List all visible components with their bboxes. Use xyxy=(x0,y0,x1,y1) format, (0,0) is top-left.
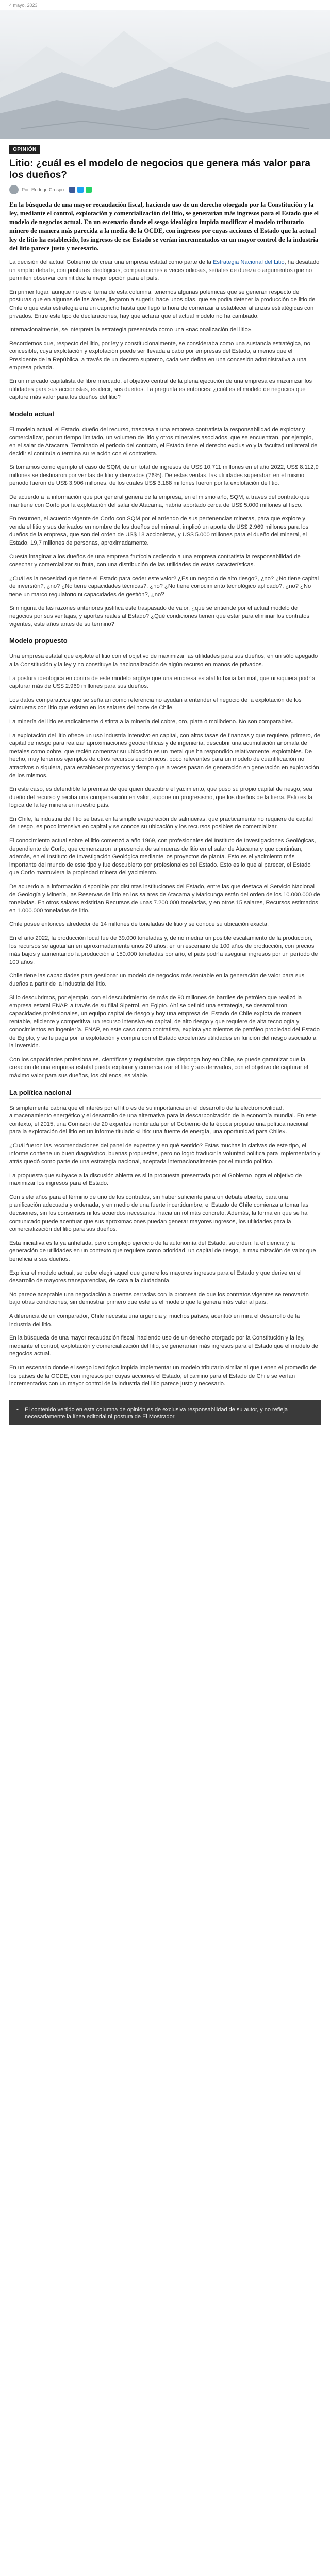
paragraph: La postura ideológica en contra de este modelo argüye que una empresa estatal lo haría tan mal, que ni siquiera podría capturar más de US$ 2.969 millones para sus dueños. xyxy=(9,675,316,690)
paragraph: De acuerdo a la información que por general genera de la empresa, en el mismo año, SQM, a través del contrato que mantiene con Corfo por la explotación del salar de Atacama, habría aportado cerca de US$ 5.000 millones al fisco. xyxy=(9,494,310,509)
article-date: 4 mayo, 2023 xyxy=(9,3,38,8)
paragraph: A diferencia de un comparador, Chile necesita una urgencia y, muchos países, acentuó en mira el desarrollo de la industria del litio. xyxy=(9,1313,300,1328)
article-closing xyxy=(9,1269,321,1388)
paragraph: No parece aceptable una negociación a puertas cerradas con la promesa de que los contratos vigentes se renovarán bajo otras condiciones, sin demostrar primero que este es el modelo que le genera más valor al país. xyxy=(9,1291,309,1306)
bullet-icon: • xyxy=(16,1406,19,1413)
author-name[interactable]: Por: Rodrigo Crespo xyxy=(22,187,64,192)
whatsapp-icon[interactable] xyxy=(86,187,92,193)
paragraph: La propuesta que subyace a la discusión abierta es si la propuesta presentada por el Gobierno logra el objetivo de maximizar los ingresos para el Estado. xyxy=(9,1172,302,1187)
article-title: Litio: ¿cuál es el modelo de negocios que genera más valor para los dueños? xyxy=(9,158,310,180)
estrategia-link[interactable]: Estrategia Nacional del Litio xyxy=(212,259,285,265)
twitter-icon[interactable] xyxy=(77,187,84,193)
author-avatar xyxy=(9,185,19,194)
paragraph: Explicar el modelo actual, se debe elegir aquel que genere los mayores ingresos para el Estado y que derive en el desarrollo de mayores transparencias, de cara a la ciudadanía. xyxy=(9,1269,302,1284)
section-heading-modelo-propuesto: Modelo propuesto xyxy=(9,637,321,647)
disclaimer-box xyxy=(9,1400,321,1425)
hero-image xyxy=(0,10,330,139)
paragraph: Chile posee entonces alrededor de 14 millones de toneladas de litio y se conoce su ubicación exacta. xyxy=(9,921,269,928)
paragraph: En la búsqueda de una mayor recaudación fiscal, haciendo uso de un derecho otorgado por la Constitución y la ley, mediante el control, explotación y comercialización del litio, se generarían más ingresos para el Estado que el modelo de negocios actual. xyxy=(9,1335,318,1358)
paragraph: ¿Cuál es la necesidad que tiene el Estado para ceder este valor? ¿Es un negocio de alto riesgo?, ¿no? ¿No tiene capital de inversión?, ¿no? ¿No tiene capacidades técnicas?, ¿no? ¿No tiene conocimiento tecnológico aplicado?, ¿no? ¿No tiene un marco regulatorio ni capacidades de gestión?, ¿no? xyxy=(9,575,319,598)
paragraph: Esta iniciativa es la ya anhelada, pero complejo ejercicio de la autonomía del Estado, su orden, la eficiencia y la generación de utilidades en un contexto que requiere como prioridad, un capital de riesgo, la maximización de valor que beneficia a sus dueños. xyxy=(9,1240,316,1262)
paragraph: En primer lugar, aunque no es el tema de esta columna, tenemos algunas polémicas que se generan respecto de posturas que en algunas de las áreas, llegaron a sugerir, hace unos días, que se podía detener la producción de litio de Chile o que esta estrategia era un capricho hasta que llegó la hora de comenzar a establecer alianzas estratégicas con privados. Entre este tipo de declaraciones, hay que aclarar que el actual modelo no ha cambiado. xyxy=(9,289,316,319)
section-heading-modelo-actual: Modelo actual xyxy=(9,410,321,420)
byline xyxy=(9,185,321,194)
section-modelo-actual xyxy=(9,426,321,629)
paragraph: En un mercado capitalista de libre mercado, el objetivo central de la plena ejecución de una empresa es maximizar los utilidades para sus accionistas, es decir, sus dueños. La pregunta es entonces: ¿cuál es el modelo de negocios que capture más valor para los dueños del litio? xyxy=(9,378,312,401)
section-heading-politica-nacional: La política nacional xyxy=(9,1089,321,1099)
section-politica-nacional xyxy=(9,1105,321,1264)
article-lead: En la búsqueda de una mayor recaudación fiscal, haciendo uso de un derecho otorgado por la Constitución y la ley, mediante el control, explotación y comercialización del litio, se generarían más ingresos para el Estado que el modelo de negocios actual. En un escenario donde el sesgo ideológico impida modificar el modelo tributario minero de manera más parecida a la media de la OCDE, con ingresos por cuyas acciones el Estado que la actual ley de litio ha establecido, los ingresos de ese Estado se verían incrementados en un mayor control de la industria del litio parece justo y necesario. xyxy=(9,201,319,252)
article-intro xyxy=(9,259,321,402)
paragraph: En este caso, es defendible la premisa de que quien descubre el yacimiento, que puso su propio capital de riesgo, sea dueño del recurso y reciba una compensación en valor, supone un progresismo, que los dueños de la tierra. Esto es la lógica de la ley minera en nuestro país. xyxy=(9,786,312,809)
section-modelo-propuesto xyxy=(9,653,321,1080)
paragraph: Internacionalmente, se interpreta la estrategia presentada como una «nacionalización del litio». xyxy=(9,327,253,333)
paragraph: ¿Cuál fueron las recomendaciones del panel de expertos y en qué sentido? Estas muchas iniciativas de este tipo, el informe contiene un buen diagnóstico, buenas propuestas, pero no logró traducir la voluntad política para implementarlo y atrás quedó como parte de una estrategia nacional, aceptada internacionalmente por el mundo político. xyxy=(9,1142,321,1165)
paragraph: En Chile, la industria del litio se basa en la simple evaporación de salmueras, que prácticamente no requiere de capital de riesgo, es poco intensiva en capital y se conoce su ubicación y los recursos posibles de comercializar. xyxy=(9,816,313,831)
paragraph: Con siete años para el término de uno de los contratos, sin haber suficiente para un debate abierto, para una planificación adecuada y ordenada, y en medio de una fuerte incertidumbre, el Estado de Chile comienza a tomar las decisiones, sin los consensos ni los acuerdos necesarios, hacia un rol más concreto. Además, la forma en que se ha comunicado puede acentuar que sus aproximaciones puedan generar mayores ingresos, los utilidades para la comercialización del litio para sus dueños. xyxy=(9,1194,309,1233)
paragraph: En el año 2022, la producción local fue de 39.000 toneladas y, de no mediar un posible escalamiento de la producción, los recursos se agotarían en aproximadamente unos 20 años; en un escenario de 100 años de producción, con precios más bajos y aumentando la producción a 150.000 toneladas por año, el país podría asegurar ingresos por un período de 100 años. xyxy=(9,935,318,965)
paragraph: Chile tiene las capacidades para gestionar un modelo de negocios más rentable en la generación de valor para sus dueños a partir de la industria del litio. xyxy=(9,973,305,987)
paragraph: En un escenario donde el sesgo ideológico impida implementar un modelo tributario similar al que tienen el promedio de los países de la OCDE, con ingresos por cuyas acciones el Estado, el camino para el Estado de Chile se verían incrementados con un mayor control de la industria del litio parece justo y necesario. xyxy=(9,1364,317,1387)
paragraph: Con los capacidades profesionales, científicas y regulatorias que disponga hoy en Chile, se puede garantizar que la creación de una empresa estatal pueda explorar y comercializar el litio y sus derivados, con el objetivo de capturar el máximo valor para sus dueños, los chilenos, es viable. xyxy=(9,1056,308,1079)
paragraph: Una empresa estatal que explote el litio con el objetivo de maximizar las utilidades para sus dueños, en un sólo apegado a la Constitución y la ley y no constituye la nacionalización de algún recurso en manos de privados. xyxy=(9,653,318,668)
facebook-icon[interactable] xyxy=(69,187,75,193)
disclaimer-text: El contenido vertido en esta columna de opinión es de exclusiva responsabilidad de su autor, y no refleja necesariamente la línea editorial ni postura de El Mostrador. xyxy=(25,1406,288,1420)
paragraph: Si simplemente cabría que el interés por el litio es de su importancia en el desarrollo de la electromovilidad, almacenamiento energético y el desarrollo de una alternativa para la descarbonización de la economía mundial. En este contexto, el 2015, una Comisión de 20 expertos nombrada por el Gobierno de la época propuso una política nacional para la explotación del litio en un informe titulado «Litio: una fuente de energía, una oportunidad para Chile». xyxy=(9,1105,317,1136)
paragraph: Si ninguna de las razones anteriores justifica este traspasado de valor, ¿qué se entiende por el actual modelo de negocios por sus ventajas, y aportes reales al Estado? ¿Qué condiciones tienen que estar para eliminar los contratos vigentes, este años antes de su término? xyxy=(9,605,310,628)
paragraph: Si tomamos como ejemplo el caso de SQM, de un total de ingresos de US$ 10.711 millones en el año 2022, US$ 8.112,9 millones se destinaron por ventas de litio y derivados (76%). De estas ventas, las utilidades superaban en el mismo periodo fueron de US$ 3.906 millones, de los cuales US$ 3.188 millones fueron por la explotación de litio. xyxy=(9,464,319,487)
paragraph: La decisión del actual Gobierno de crear una empresa estatal como parte de la Estrategia Nacional del Litio, ha desatado un amplio debate, con posturas ideológicas, comparaciones a veces odiosas, señales de dureza o argumentos que no permiten observar con nitidez la mejor opción para el país. xyxy=(9,259,320,282)
paragraph: La minería del litio es radicalmente distinta a la minería del cobre, oro, plata o molibdeno. No son comparables. xyxy=(9,718,293,725)
paragraph: De acuerdo a la información disponible por distintas instituciones del Estado, entre las que destaca el Servicio Nacional de Geología y Minería, las Reservas de litio en los salares de Atacama y Maricunga están del orden de los 10.000.000 de toneladas. En otros salares existirían Recursos de unas 7.200.000 toneladas, y en otros 15 salares, Recursos estimados en 1.000.000 toneladas de litio. xyxy=(9,884,320,914)
paragraph: En resumen, el acuerdo vigente de Corfo con SQM por el arriendo de sus pertenencias mineras, para que explore y venda el litio y sus derivados en nombre de los dueños del mineral, implicó un aporte de US$ 2.969 millones para los dueños de la empresa, que son del orden de US$ 18 accionistas, y US$ 5.000 millones para el dueño del mineral, el Estado, 19,7 millones de personas, aproximadamente. xyxy=(9,516,309,547)
paragraph: El modelo actual, el Estado, dueño del recurso, traspasa a una empresa contratista la responsabilidad de explotar y comercializar, por un tiempo limitado, un volumen de litio y otros minerales asociados, que se encuentran, por ejemplo, en el salar de Atacama. Terminado el periodo del contrato, el Estado tiene el derecho exclusivo y la facultad unilateral de decidir si continúa o termina su relación con el contratista. xyxy=(9,426,318,457)
paragraph: La explotación del litio ofrece un uso industria intensivo en capital, con altos tasas de finanzas y que requiere, primero, de capital de riesgo para realizar aproximaciones geocientíficas y de ingeniería, descubrir una acumulación anómala de metales como cobre, que recién comenzar su ubicación es un metal que ha respondido relativamente, explotables. De hecho, muy tenemos ejemplos de otros recursos económicos, poco relevantes para un modelo de cuantificación no atractivos o siquiera, para establecer proyectos y tiempo que a veces pasan de generación en generación en exploración de los mismos. xyxy=(9,732,321,779)
paragraph: Los datos comparativos que se señalan como referencia no ayudan a entender el negocio de la explotación de los salmueras con litio que existen en los salares del norte de Chile. xyxy=(9,697,302,711)
page-footer-spacer xyxy=(0,1425,330,1445)
paragraph: Cuesta imaginar a los dueños de una empresa frutícola cediendo a una empresa contratista la responsabilidad de cosechar y comercializar su fruta, con una distribución de las utilidades de estas características. xyxy=(9,553,301,568)
share-buttons xyxy=(69,187,92,193)
paragraph: Recordemos que, respecto del litio, por ley y constitucionalmente, se consideraba como una sustancia estratégica, no concesible, cuya explotación y explotación puede ser llevada a cabo por empresas del Estado, a menos que el Presidente de la República, a través de un decreto supremo, cada vez defina en una concesión administrativa a una empresa privada. xyxy=(9,340,310,371)
paragraph: El conocimiento actual sobre el litio comenzó a año 1969, con profesionales del Instituto de Investigaciones Geológicas, dependiente de Corfo, que comenzaron la presencia de salmueras de litio en el salar de Atacama y que continúan, además, en el Instituto de Investigación Geológica mediante los proyectos de planta. Esto es el yacimiento más importante del mundo de este tipo y fue descubierto por profesionales del Estado. Esto es lo que al parecer, el Estado que Corfo mantuviera la propiedad minera del yacimiento. xyxy=(9,838,316,876)
paragraph: Si lo descubrimos, por ejemplo, con el descubrimiento de más de 90 millones de barriles de petróleo que realizó la empresa estatal ENAP, a través de su filial Sipetrol, en Egipto. Ahí se definió una estrategia, se desarrollaron capacidades profesionales, un equipo capital de riesgo y hoy una empresa del Estado de Chile explota de manera rentable, eficiente y competitiva, un recurso intensivo en capital, de alto riesgo y que requiere de alta tecnología y conocimientos en ingeniería. ENAP, en este caso como contratista, explota yacimientos de petróleo propiedad del Estado de Egipto, y se le paga por la explotación y compra con el Estado excelentes utilidades en función del riesgo asociado a la inversión. xyxy=(9,994,320,1049)
salt-flat-landscape-icon xyxy=(0,10,330,139)
section-tag[interactable]: OPINIÓN xyxy=(9,145,40,154)
